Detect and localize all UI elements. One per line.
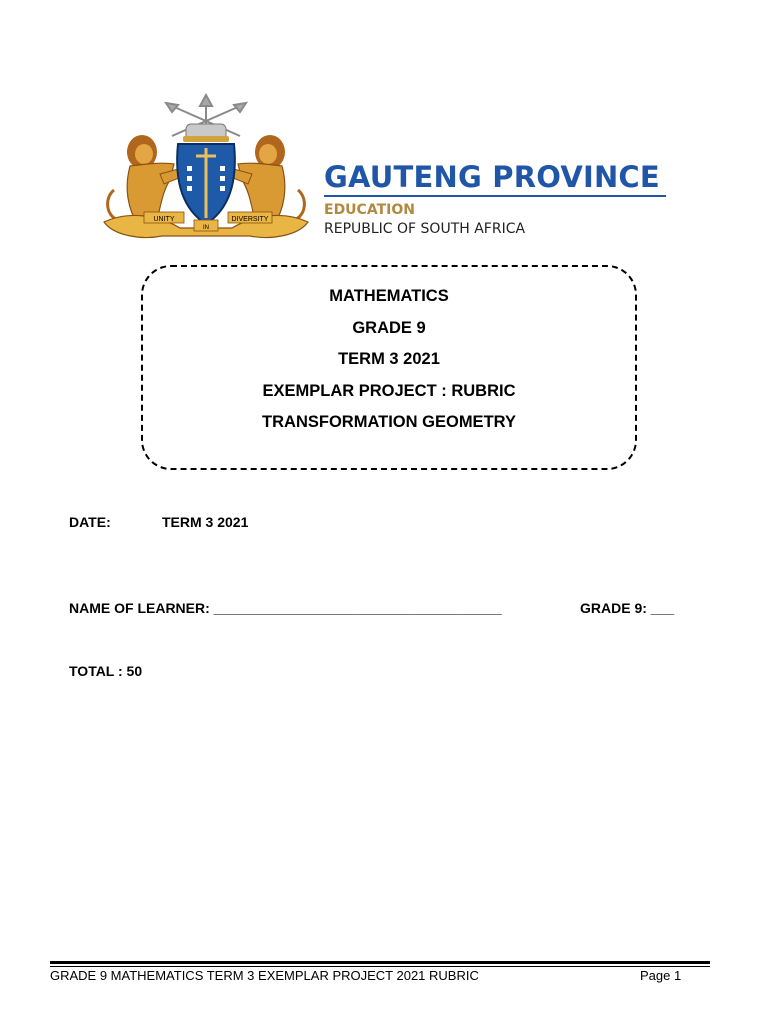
learner-name-field[interactable]: NAME OF LEARNER: _____________________________________ bbox=[69, 600, 502, 616]
right-lion-icon bbox=[228, 135, 304, 224]
topic-title: TRANSFORMATION GEOMETRY bbox=[262, 413, 516, 431]
date-label: DATE: bbox=[69, 514, 111, 530]
term-title: TERM 3 2021 bbox=[338, 350, 440, 368]
title-box bbox=[141, 281, 637, 439]
subject-title: MATHEMATICS bbox=[329, 287, 449, 305]
footer-rule-thin bbox=[50, 966, 710, 967]
date-value: TERM 3 2021 bbox=[162, 514, 249, 530]
department-name: EDUCATION bbox=[324, 202, 415, 218]
motto-right-text: DIVERSITY bbox=[231, 216, 269, 223]
total-marks: TOTAL : 50 bbox=[69, 663, 143, 679]
gauteng-crest-logo bbox=[100, 92, 312, 244]
country-name: REPUBLIC OF SOUTH AFRICA bbox=[324, 221, 526, 237]
helmet-icon bbox=[183, 124, 229, 142]
project-title: EXEMPLAR PROJECT : RUBRIC bbox=[262, 381, 516, 400]
footer-document-title: GRADE 9 MATHEMATICS TERM 3 EXEMPLAR PROJECT 2021 RUBRIC bbox=[50, 968, 479, 983]
shield-icon bbox=[177, 144, 235, 224]
grade-field[interactable]: GRADE 9: ___ bbox=[580, 600, 675, 616]
motto-center-text: IN bbox=[203, 225, 209, 231]
footer-rule bbox=[50, 961, 710, 964]
motto-left-text: UNITY bbox=[153, 216, 175, 223]
page-number: Page 1 bbox=[640, 968, 682, 983]
left-lion-icon bbox=[108, 135, 184, 224]
province-header bbox=[324, 158, 674, 238]
grade-title: GRADE 9 bbox=[352, 318, 426, 337]
province-name: GAUTENG PROVINCE bbox=[324, 160, 660, 194]
